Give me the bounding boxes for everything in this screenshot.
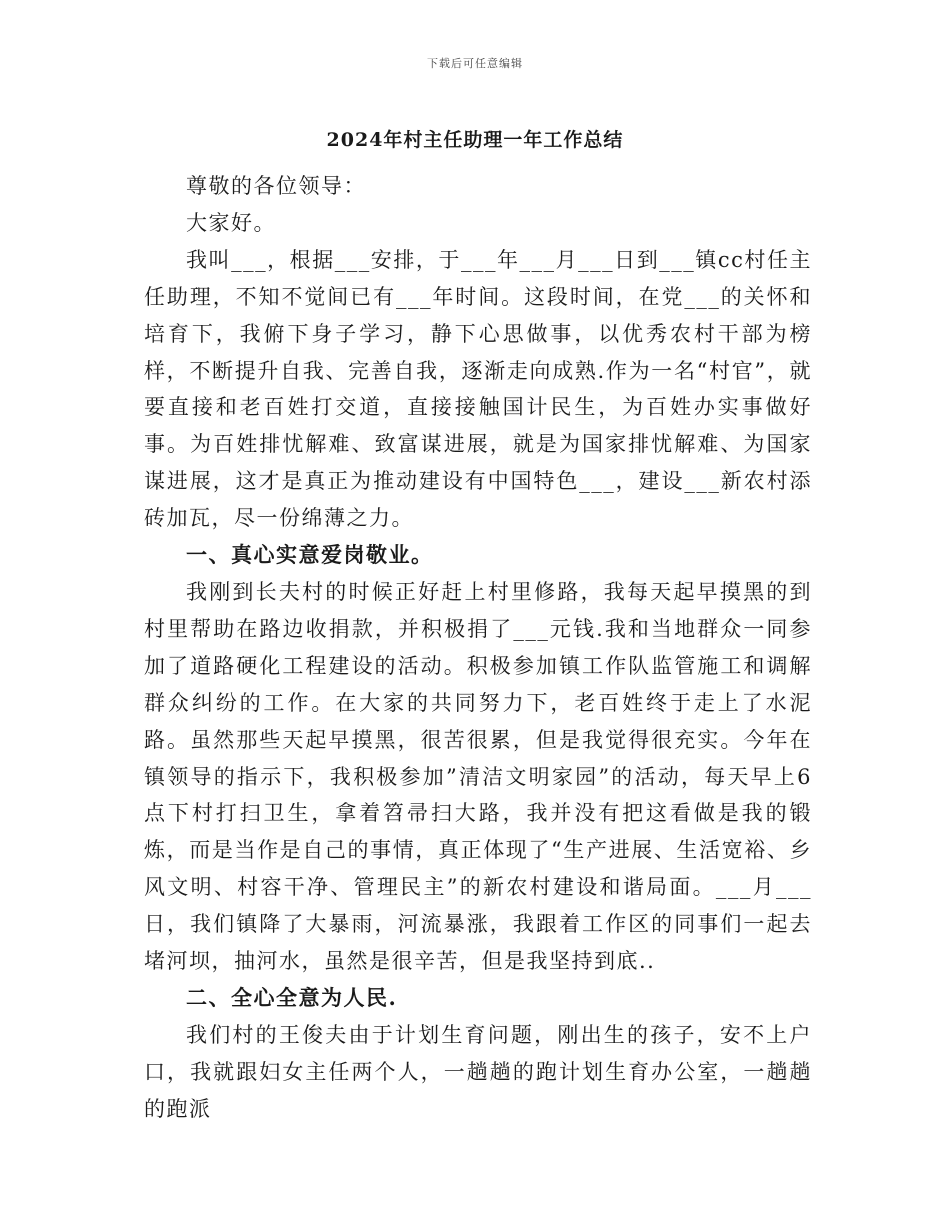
- salutation: 尊敬的各位领导：: [186, 174, 366, 198]
- document-body: [144, 168, 812, 1128]
- greeting: 大家好。: [186, 210, 276, 235]
- section-heading-1: 一、真心实意爱岗敬业。: [186, 542, 434, 568]
- body-paragraph-section-1: 我刚到长夫村的时候正好赶上村里修路，我每天起早摸黑的到村里帮助在路边收捐款，并积极捐了___元钱.我和当地群众一同参加了道路硬化工程建设的活动。积极参加镇工作队监管施工和调解群众纠纷的工作。在大家的共同努力下，老百姓终于走上了水泥路。虽然那些天起早摸黑，很苦很累，但是我觉得很充实。今年在镇领导的指示下，我积极参加”清洁文明家园”的活动，每天早上6点下村打扫卫生，拿着笤帚扫大路，我并没有把这看做是我的锻炼，而是当作是自己的事情，真正体现了“生产进展、生活宽裕、乡风文明、村容干净、管理民主”的新农村建设和谐局面。___月___日，我们镇降了大暴雨，河流暴涨，我跟着工作区的同事们一起去堵河坝，抽河水，虽然是很辛苦，但是我坚持到底..: [144, 579, 812, 974]
- body-paragraph-section-2: 我们村的王俊夫由于计划生育问题，刚出生的孩子，安不上户口，我就跟妇女主任两个人，一趟趟的跑计划生育办公室，一趟趟的跑派: [144, 1022, 812, 1121]
- body-paragraph-intro: 我叫___，根据___安排，于___年___月___日到___镇cc村任主任助理，不知不觉间已有___年时间。这段时间，在党___的关怀和培育下，我俯下身子学习，静下心思做事，以优秀农村干部为榜样，不断提升自我、完善自我，逐渐走向成熟.作为一名“村官”，就要直接和老百姓打交道，直接接触国计民生，为百姓办实事做好事。为百姓排忧解难、致富谋进展，就是为国家排忧解难、为国家谋进展，这才是真正为推动建设有中国特色___，建设___新农村添砖加瓦，尽一份绵薄之力。: [144, 247, 812, 531]
- document-title: 2024年村主任助理一年工作总结: [326, 129, 624, 151]
- section-heading-2: 二、全心全意为人民.: [186, 984, 398, 1010]
- page-header-note: 下载后可任意编辑: [427, 57, 523, 70]
